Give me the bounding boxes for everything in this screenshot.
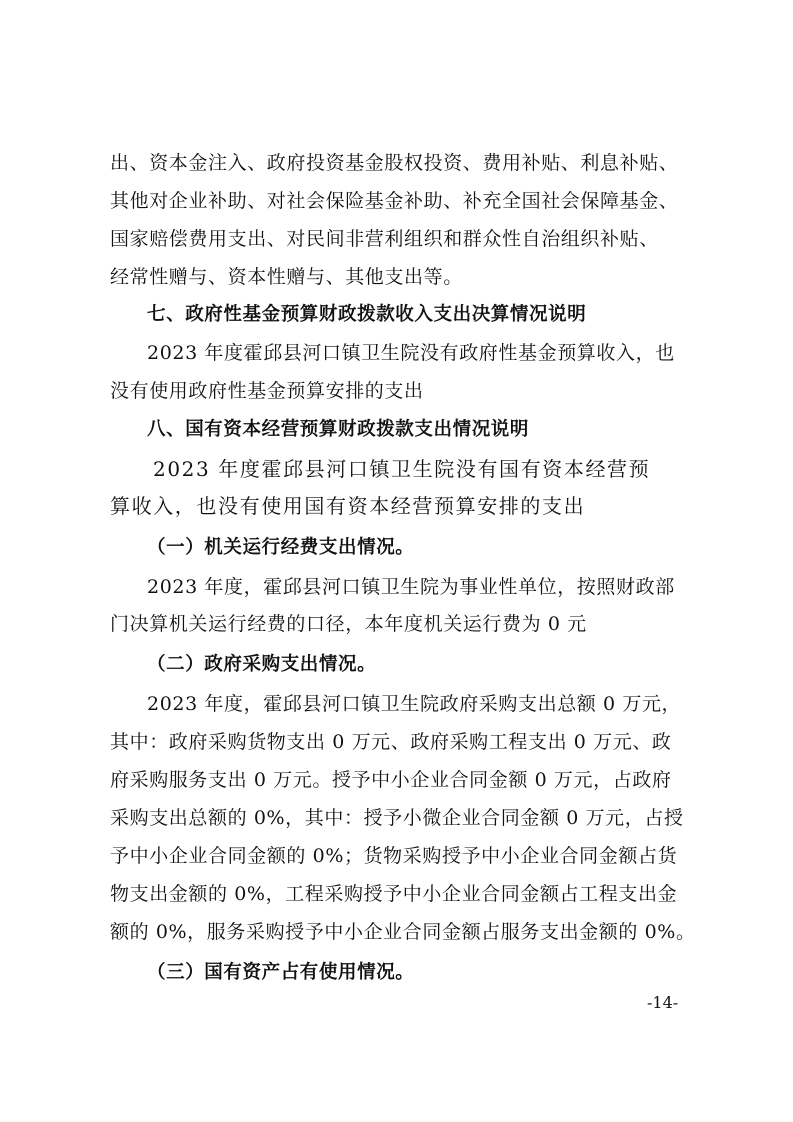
body-text-line: 2023 年度，霍邱县河口镇卫生院为事业性单位，按照财政部 <box>147 576 675 598</box>
body-text-line: 2023 年度，霍邱县河口镇卫生院政府采购支出总额 0 万元， <box>147 693 682 715</box>
body-text-line: 出、资本金注入、政府投资基金股权投资、费用补贴、利息补贴、 <box>110 152 679 174</box>
section-heading-8: 八、国有资本经营预算财政拨款支出情况说明 <box>147 419 530 440</box>
body-text-line: 府采购服务支出 0 万元。授予中小企业合同金额 0 万元，占政府 <box>110 769 672 791</box>
subsection-heading-2: （二）政府采购支出情况。 <box>147 654 377 675</box>
body-text-line: 额的 0%，服务采购授予中小企业合同金额占服务支出金额的 0%。 <box>110 921 696 943</box>
body-text-line: 门决算机关运行经费的口径，本年度机关运行费为 0 元 <box>110 613 587 635</box>
body-text-line: 没有使用政府性基金预算安排的支出 <box>110 380 424 402</box>
body-text-line: 物支出金额的 0%，工程采购授予中小企业合同金额占工程支出金 <box>110 883 678 905</box>
body-text-line: 其他对企业补助、对社会保险基金补助、补充全国社会保障基金、 <box>110 190 679 212</box>
body-text-line: 算收入，也没有使用国有资本经营预算安排的支出 <box>110 494 586 518</box>
body-text-line: 2023 年度霍邱县河口镇卫生院没有政府性基金预算收入，也 <box>147 342 675 364</box>
body-text-line: 经常性赠与、资本性赠与、其他支出等。 <box>110 266 463 288</box>
subsection-heading-1: （一）机关运行经费支出情况。 <box>147 537 415 558</box>
body-text-line: 采购支出总额的 0%，其中：授予小微企业合同金额 0 万元，占授 <box>110 807 684 829</box>
section-heading-7: 七、政府性基金预算财政拨款收入支出决算情况说明 <box>147 304 587 325</box>
body-text-line: 予中小企业合同金额的 0%；货物采购授予中小企业合同金额占货 <box>110 845 678 867</box>
subsection-heading-3: （三）国有资产占有使用情况。 <box>147 962 415 983</box>
body-text-line: 其中：政府采购货物支出 0 万元、政府采购工程支出 0 万元、政 <box>110 731 672 753</box>
page-number: -14- <box>647 993 679 1012</box>
body-text-line: 2023 年度霍邱县河口镇卫生院没有国有资本经营预 <box>153 457 651 481</box>
body-text-line: 国家赔偿费用支出、对民间非营利组织和群众性自治组织补贴、 <box>110 228 659 250</box>
